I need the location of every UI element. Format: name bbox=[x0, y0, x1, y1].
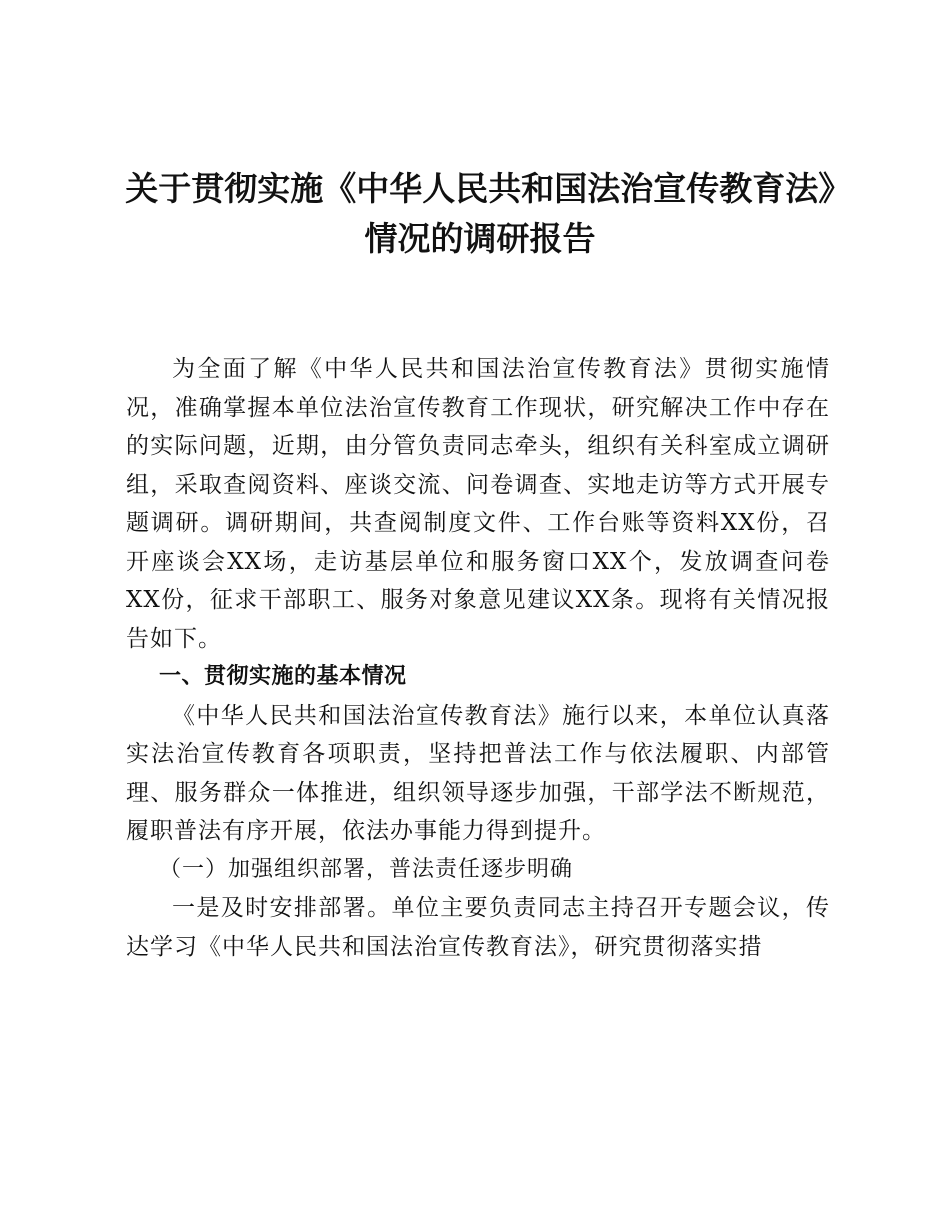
section-paragraph: 《中华人民共和国法治宣传教育法》施行以来，本单位认真落实法治宣传教育各项职责，坚持把普法工作与依法履职、内部管理、服务群众一体推进，组织领导逐步加强，干部学法不断规范，履职普法有序开展，依法办事能力得到提升。 bbox=[126, 702, 830, 844]
intro-paragraph: 为全面了解《中华人民共和国法治宣传教育法》贯彻实施情况，准确掌握本单位法治宣传教育工作现状，研究解决工作中存在的实际问题，近期，由分管负责同志牵头，组织有关科室成立调研组，采取查阅资料、座谈交流、问卷调查、实地走访等方式开展专题调研。调研期间，共查阅制度文件、工作台账等资料XX份，召开座谈会XX场，走访基层单位和服务窗口XX个，发放调查问卷XX份，征求干部职工、服务对象意见建议XX条。现将有关情况报告如下。 bbox=[126, 356, 830, 652]
subsection-heading: （一）加强组织部署，普法责任逐步明确 bbox=[159, 856, 574, 882]
subsection-paragraph: 一是及时安排部署。单位主要负责同志主持召开专题会议，传达学习《中华人民共和国法治宣传教育法》，研究贯彻落实措 bbox=[126, 895, 830, 960]
document-body bbox=[126, 350, 830, 966]
section-heading: 一、贯彻实施的基本情况 bbox=[159, 664, 407, 689]
document-title: 关于贯彻实施《中华人民共和国法治宣传教育法》情况的调研报告 bbox=[125, 169, 835, 258]
